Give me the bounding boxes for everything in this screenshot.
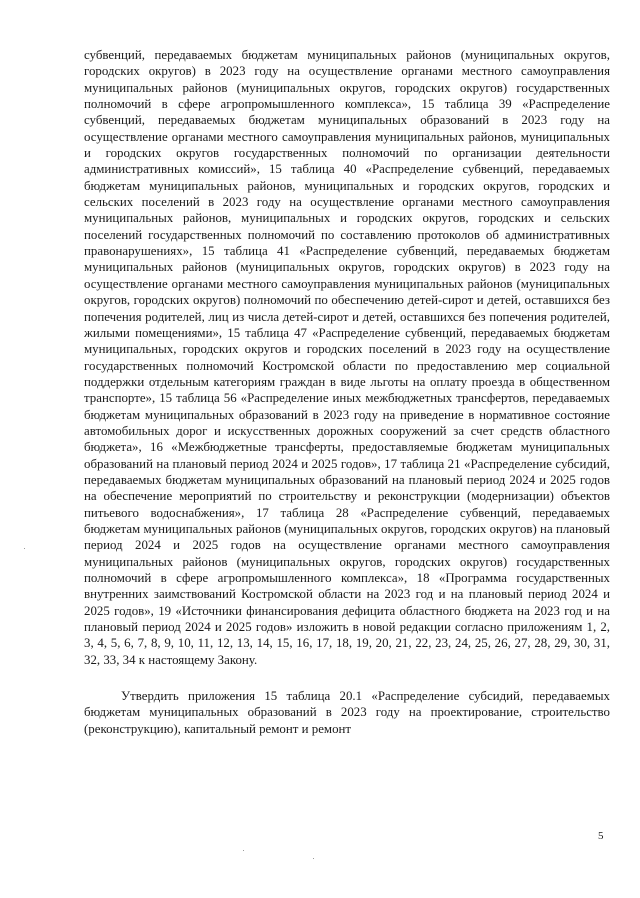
document-body	[84, 47, 610, 737]
paragraph-appendix-list: субвенций, передаваемых бюджетам муниципальных районов (муниципальных округов, городских округов) в 2023 году на осуществление органами местного самоуправления муниципальных районов (муниципальных округов, городских округов) государственных полномочий в сфере агропромышленного комплекса», 15 таблица 39 «Распределение субвенций, передаваемых бюджетам муниципальных образований в 2023 году на осуществление органами местного самоуправления муниципальных районов, муниципальных и городских округов государственных полномочий по организации деятельности административных комиссий», 15 таблица 40 «Распределение субвенций, передаваемых бюджетам муниципальных районов, муниципальных и городских округов, городских и сельских поселений в 2023 году на осуществление органами местного самоуправления муниципальных районов, муниципальных и городских округов, городских и сельских поселений государственных полномочий по составлению протоколов об административных правонарушениях», 15 таблица 41 «Распределение субвенций, передаваемых бюджетам муниципальных районов (муниципальных округов, городских округов) в 2023 году на осуществление органами местного самоуправления муниципальных районов (муниципальных округов, городских округов) полномочий по обеспечению детей-сирот и детей, оставшихся без попечения родителей, лиц из числа детей-сирот и детей, оставшихся без попечения родителей, жилыми помещениями», 15 таблица 47 «Распределение субвенций, передаваемых бюджетам муниципальных, городских округов и городских поселений в 2023 году на осуществление государственных полномочий Костромской области по предоставлению мер социальной поддержки отдельным категориям граждан в виде льготы на оплату проезда в общественном транспорте», 15 таблица 56 «Распределение иных межбюджетных трансфертов, передаваемых бюджетам муниципальных образований в 2023 году на приведение в нормативное состояние автомобильных дорог и искусственных дорожных сооружений за счет средств областного бюджета», 16 «Межбюджетные трансферты, предоставляемые бюджетам муниципальных образований на плановый период 2024 и 2025 годов», 17 таблица 21 «Распределение субсидий, передаваемых бюджетам муниципальных образований на плановый период 2024 и 2025 годов на обеспечение мероприятий по строительству и реконструкции (модернизации) объектов питьевого водоснабжения», 17 таблица 28 «Распределение субвенций, передаваемых бюджетам муниципальных районов (муниципальных округов, городских округов) на плановый период 2024 и 2025 годов на осуществление органами местного самоуправления муниципальных районов (муниципальных округов, городских округов) государственных полномочий в сфере агропромышленного комплекса», 18 «Программа государственных внутренних заимствований Костромской области на 2023 год и на плановый период 2024 и 2025 годов», 19 «Источники финансирования дефицита областного бюджета на 2023 год и на плановый период 2024 и 2025 годов» изложить в новой редакции согласно приложениям 1, 2, 3, 4, 5, 6, 7, 8, 9, 10, 11, 12, 13, 14, 15, 16, 17, 18, 19, 20, 21, 22, 23, 24, 25, 26, 27, 28, 29, 30, 31, 32, 33, 34 к настоящему Закону.	[84, 48, 610, 667]
scan-speck	[313, 858, 314, 859]
scan-speck	[24, 548, 25, 549]
page-number: 5	[598, 830, 604, 842]
scan-speck	[243, 850, 244, 851]
paragraph-approve-appendices: Утвердить приложения 15 таблица 20.1 «Распределение субсидий, передаваемых бюджетам муниципальных образований в 2023 году на проектирование, строительство (реконструкцию), капитальный ремонт и ремонт	[84, 689, 610, 736]
